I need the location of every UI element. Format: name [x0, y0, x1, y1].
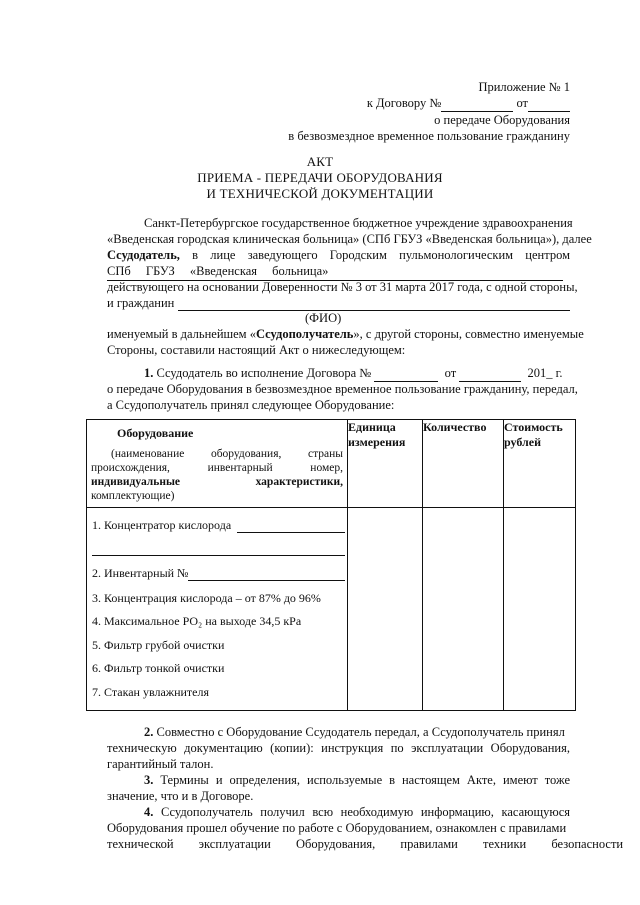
col-equipment-sub4: комплектующие) — [91, 490, 175, 502]
intro-line-3 — [107, 248, 570, 263]
col-unit-header — [348, 420, 423, 508]
p3-number: 3. — [144, 773, 154, 787]
appendix-number: Приложение № 1 — [478, 80, 570, 94]
p4-line-2: Оборудования прошел обучение по работе с Оборудованием, ознакомлен с правилами — [107, 821, 567, 835]
contract-reference — [367, 96, 570, 112]
citizen-name-line — [178, 310, 570, 311]
fio-caption: (ФИО) — [305, 311, 342, 325]
col-equipment-title: Оборудование — [117, 426, 194, 440]
list-item: 3. Концентрация кислорода – от 87% до 96% — [92, 591, 321, 605]
col-unit-line1: Единица — [348, 420, 396, 434]
p3-line-1 — [144, 773, 570, 788]
p1-line-1 — [144, 366, 563, 382]
header-subject: о передаче Оборудования — [434, 113, 570, 127]
intro-line-3-rest: в лице заведующего Городским пульмонологическим центром — [192, 248, 571, 262]
col-equipment-header — [87, 420, 348, 508]
p4-text-1: Ссудополучатель получил всю необходимую информацию, касающуюся — [160, 805, 570, 819]
col-equipment-sub2: происхождения, инвентарный номер, — [91, 462, 343, 474]
col-quantity-label: Количество — [423, 420, 487, 434]
quantity-items-cell — [423, 508, 504, 711]
p2-line-1 — [144, 725, 565, 740]
header-purpose: в безвозмездное временное пользование гражданину — [288, 129, 570, 143]
cost-items-cell — [504, 508, 576, 711]
doc-title-line3: И ТЕХНИЧЕСКОЙ ДОКУМЕНТАЦИИ — [206, 186, 434, 201]
p2-number: 2. — [144, 725, 154, 739]
p2-line-3: гарантийный талон. — [107, 757, 214, 771]
p2-line-2: техническую документацию (копии): инструкция по эксплуатации Оборудования, — [107, 741, 570, 755]
list-item: 6. Фильтр тонкой очистки — [92, 661, 225, 675]
intro-line-1: Санкт-Петербургское государственное бюджетное учреждение здравоохранения — [144, 216, 573, 230]
unit-items-cell — [348, 508, 423, 711]
p1-year: 201_ г. — [527, 366, 563, 380]
inventory-number-blank — [188, 580, 345, 581]
p4-number: 4. — [144, 805, 154, 819]
p1-text-b: от — [444, 366, 457, 380]
p1-line-2: о передаче Оборудования в безвозмездное временное пользование гражданину, передал, — [107, 382, 578, 396]
intro-line-2: «Введенская городская клиническая больница» (СПб ГБУЗ «Введенская больница»), далее — [107, 232, 592, 246]
p4-line-1 — [144, 805, 570, 820]
contract-number-blank — [441, 96, 513, 112]
list-item: 1. Концентратор кислорода — [92, 518, 232, 532]
p2-text-1: Совместно с Оборудование Ссудодатель передал, а Ссудополучатель принял — [156, 725, 565, 739]
p3-text-1: Термины и определения, используемые в настоящем Акте, имеют тоже — [160, 773, 571, 787]
col-equipment-sub3: индивидуальные характеристики, — [91, 476, 343, 488]
borrower-term: Ссудополучатель — [255, 327, 354, 341]
col-cost-line2: рублей — [504, 435, 542, 449]
list-item: 5. Фильтр грубой очистки — [92, 638, 225, 652]
intro-line-7 — [107, 327, 584, 342]
col-cost-line1: Стоимость — [504, 420, 563, 434]
intro-line-4: СПб ГБУЗ «Введенская больница» — [107, 264, 329, 278]
p1-contract-number-blank — [374, 366, 438, 382]
col-equipment-sub1: (наименование оборудования, страны — [111, 448, 343, 460]
col-unit-line2: измерения — [348, 435, 406, 449]
contract-date-label: от — [516, 96, 528, 110]
p1-number: 1. — [144, 366, 154, 380]
intro-line-8: Стороны, составили настоящий Акт о нижеследующем: — [107, 343, 406, 357]
p3-line-2: значение, что и в Договоре. — [107, 789, 254, 803]
intro-line-6: и гражданин — [107, 296, 175, 310]
col-quantity-header — [423, 420, 504, 508]
p1-date-blank — [459, 366, 521, 382]
equipment-items-cell — [87, 508, 348, 711]
list-item: 2. Инвентарный № — [92, 566, 189, 580]
intro-line-5: действующего на основании Доверенности № 3 от 31 марта 2017 года, с одной стороны, — [107, 280, 578, 294]
p1-text-a: Ссудодатель во исполнение Договора № — [156, 366, 372, 380]
col-cost-header — [504, 420, 576, 508]
concentrator-blank-2 — [92, 555, 345, 556]
p1-line-3: а Ссудополучатель принял следующее Оборудование: — [107, 398, 395, 412]
doc-title: АКТ — [306, 154, 334, 169]
doc-title-line2: ПРИЕМА - ПЕРЕДАЧИ ОБОРУДОВАНИЯ — [197, 170, 443, 185]
lender-term: Ссудодатель, — [107, 248, 180, 262]
intro-line-7-pre: именуемый в дальнейшем « — [107, 327, 256, 341]
list-item: 7. Стакан увлажнителя — [92, 685, 209, 699]
contract-label: к Договору № — [366, 96, 442, 110]
contract-date-blank — [528, 96, 570, 112]
intro-line-7-post: », с другой стороны, совместно именуемые — [353, 327, 584, 341]
list-item: 4. Максимальное РО₂ на выходе 34,5 кРа — [92, 614, 302, 628]
concentrator-blank — [237, 532, 345, 533]
p4-line-3: технической эксплуатации Оборудования, правилами техники безопасности — [107, 837, 624, 851]
